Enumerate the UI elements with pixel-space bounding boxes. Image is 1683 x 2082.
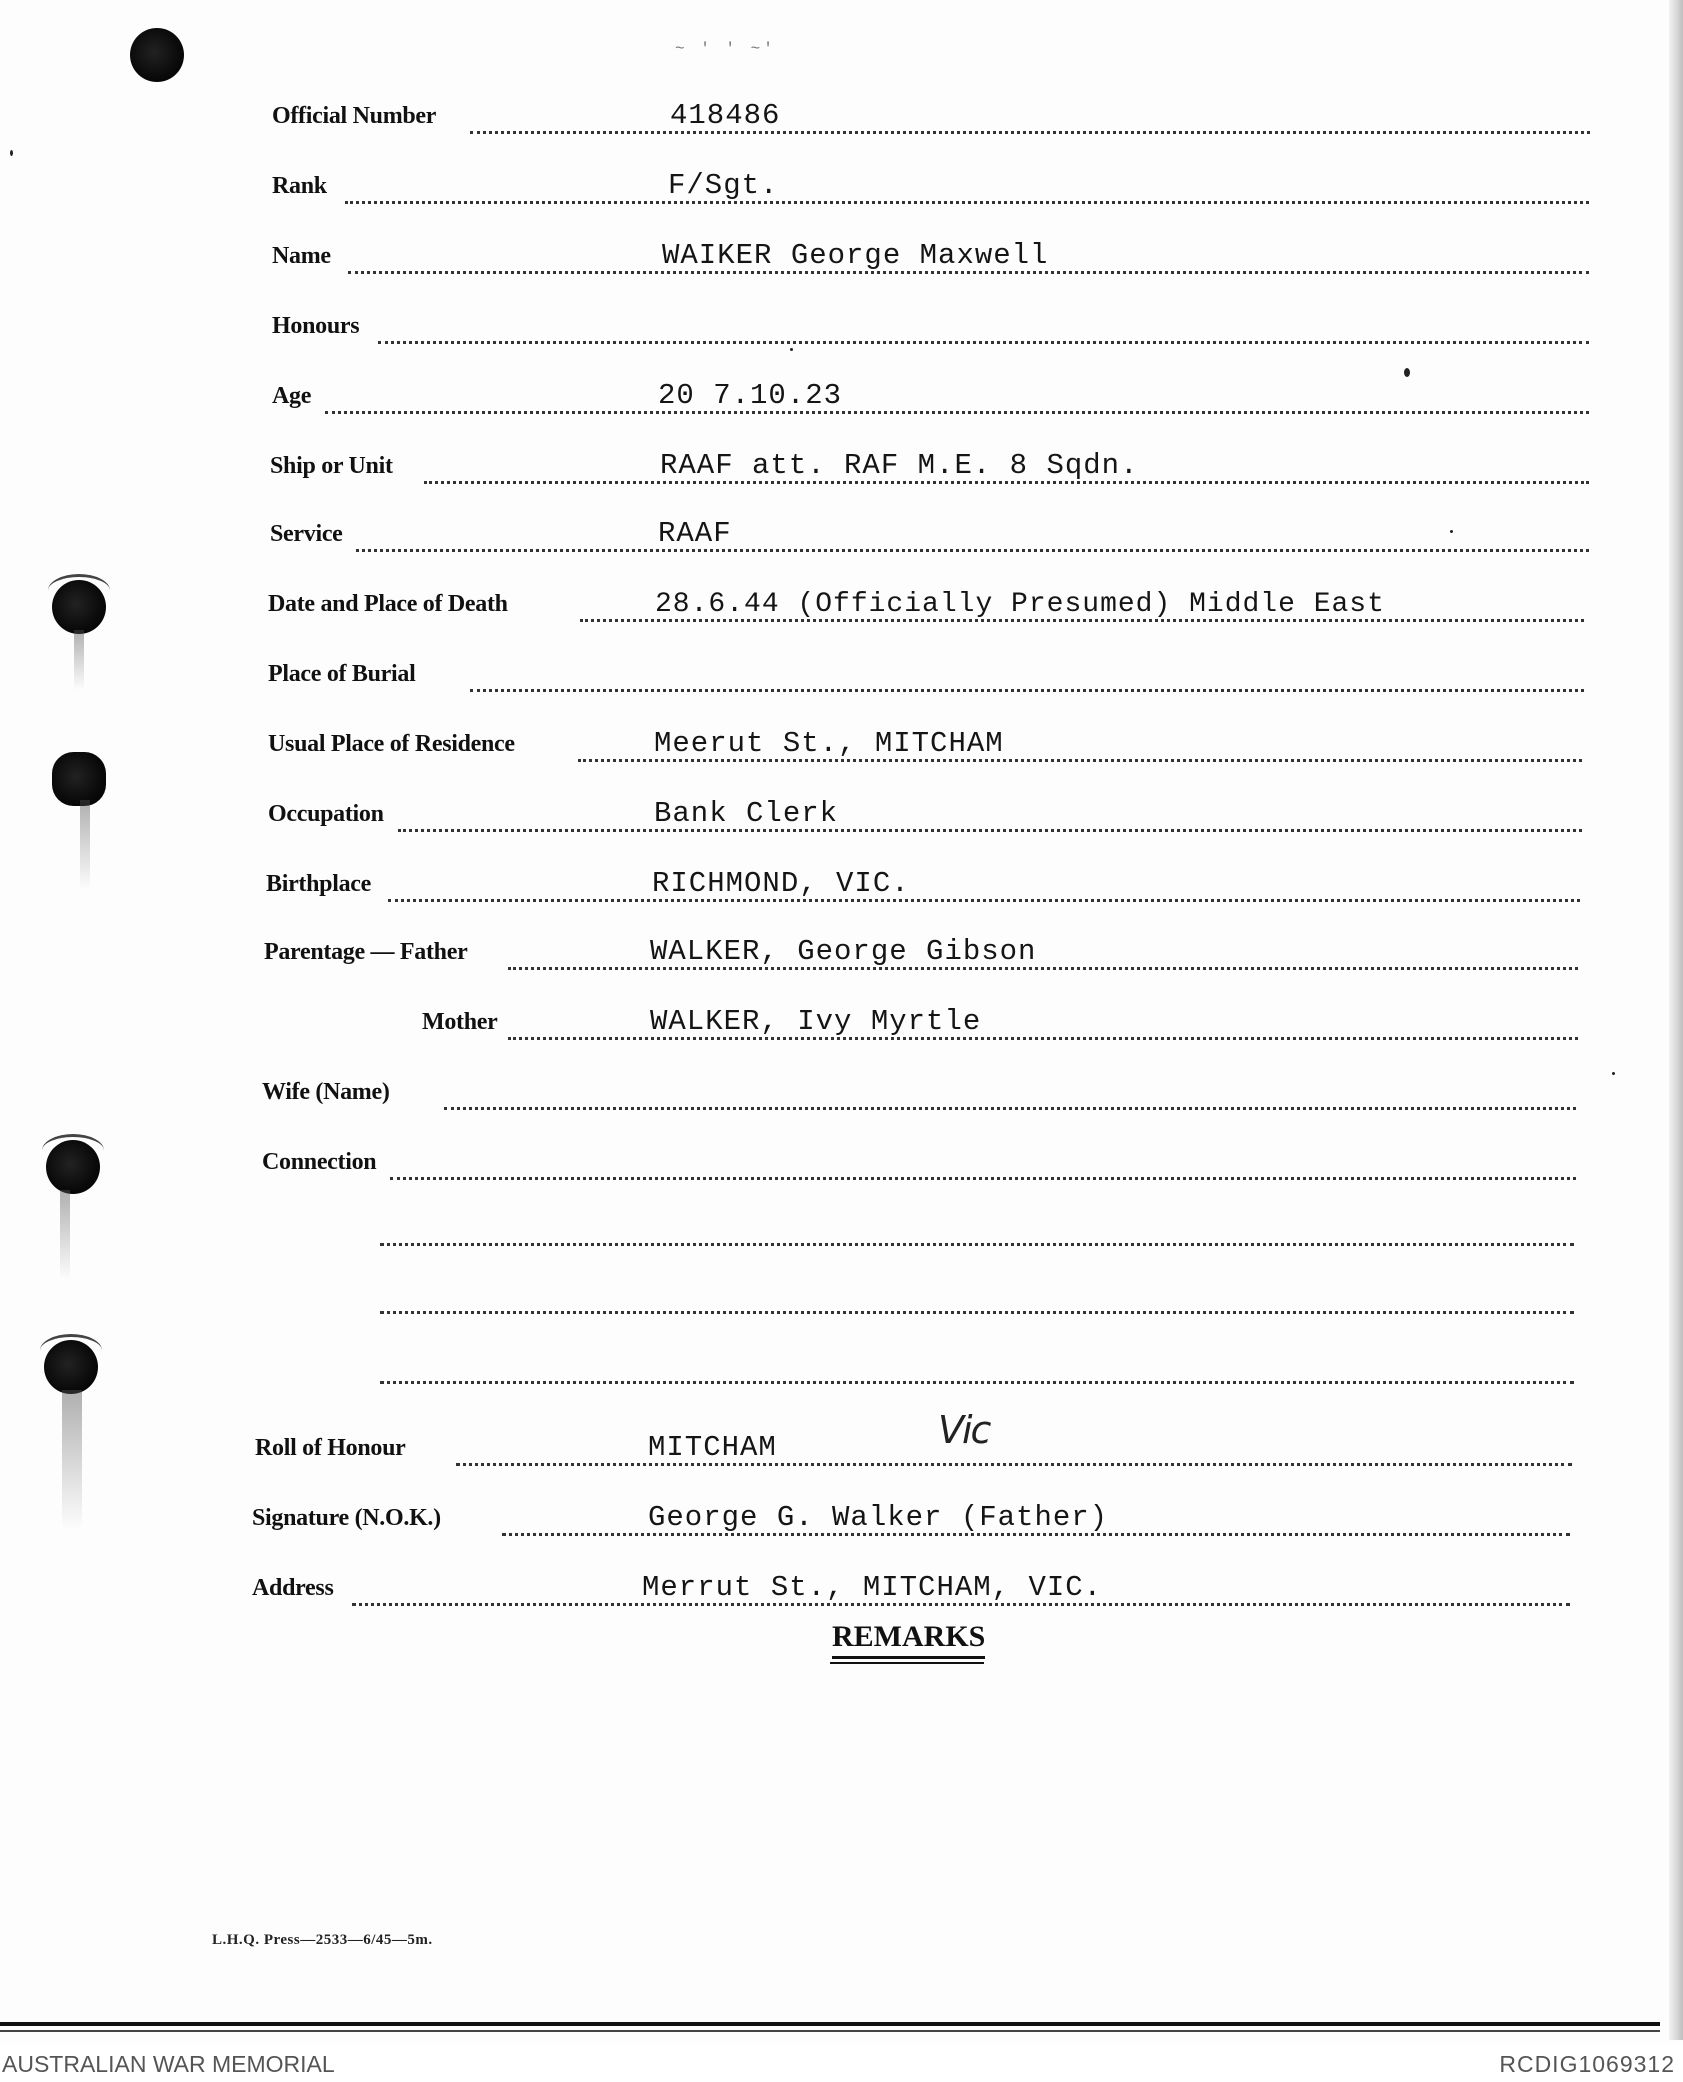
field-value: 28.6.44 (Officially Presumed) Middle East: [655, 589, 1385, 620]
field-dotted-line: [398, 826, 1582, 832]
field-roll-of-honour: [0, 1424, 1600, 1474]
top-smudge-mark: ~ ' ' ~': [675, 40, 776, 58]
field-dotted-line: [444, 1104, 1576, 1110]
field-label: Name: [272, 243, 334, 270]
field-value: RAAF: [658, 517, 732, 550]
field-rank: [0, 162, 1600, 212]
archive-footer: [0, 2045, 1683, 2082]
remarks-underline: [830, 1662, 984, 1664]
field-place-of-burial: [0, 650, 1600, 700]
field-label: Service: [270, 521, 346, 548]
field-label: Signature (N.O.K.): [252, 1505, 444, 1532]
field-dotted-line: [325, 408, 1589, 414]
field-label: Place of Burial: [268, 661, 418, 688]
ink-speck: [10, 150, 13, 156]
field-label: Wife (Name): [262, 1079, 393, 1106]
connection-blank-line: [380, 1308, 1574, 1314]
handwritten-note: Vic: [938, 1408, 990, 1452]
field-label: Rank: [272, 173, 330, 200]
field-value: Meerut St., MITCHAM: [654, 727, 1004, 760]
field-label: Age: [272, 383, 314, 410]
field-label: Birthplace: [266, 871, 374, 898]
field-label: Mother: [422, 1009, 501, 1036]
punch-hole-icon: [130, 28, 184, 82]
connection-blank-line: [380, 1240, 1574, 1246]
field-dotted-line: [470, 686, 1584, 692]
field-age: [0, 372, 1600, 422]
field-value: 418486: [670, 99, 781, 132]
ink-speck: [1450, 530, 1453, 533]
field-signature-nok: [0, 1494, 1600, 1544]
field-value: WAIKER George Maxwell: [662, 239, 1049, 272]
field-official-number: [0, 92, 1600, 142]
field-value: RAAF att. RAF M.E. 8 Sqdn.: [660, 449, 1139, 482]
field-label: Date and Place of Death: [268, 591, 511, 618]
field-value: MITCHAM: [648, 1431, 777, 1464]
field-value: RICHMOND, VIC.: [652, 867, 910, 900]
field-label: Address: [252, 1575, 336, 1602]
footer-record-id: RCDIG1069312: [1499, 2051, 1675, 2077]
field-label: Parentage — Father: [264, 939, 470, 966]
field-value: George G. Walker (Father): [648, 1501, 1109, 1534]
field-ship-or-unit: [0, 442, 1600, 492]
punch-hole-icon: [44, 1340, 98, 1394]
field-value: WALKER, Ivy Myrtle: [650, 1005, 982, 1038]
field-label: Occupation: [268, 801, 387, 828]
connection-blank-line: [380, 1378, 1574, 1384]
field-label: Usual Place of Residence: [268, 731, 518, 758]
field-label: Official Number: [272, 103, 439, 130]
field-label: Roll of Honour: [255, 1435, 408, 1462]
field-value: WALKER, George Gibson: [650, 935, 1037, 968]
field-address: [0, 1564, 1600, 1614]
field-label: Honours: [272, 313, 362, 340]
field-connection: [0, 1138, 1600, 1188]
field-mother: [0, 998, 1600, 1048]
field-label: Connection: [262, 1149, 379, 1176]
field-father: [0, 928, 1600, 978]
ink-speck: [790, 348, 793, 351]
footer-institution: AUSTRALIAN WAR MEMORIAL: [2, 2051, 335, 2077]
punch-streak: [60, 1190, 70, 1280]
bottom-rule: [0, 2022, 1660, 2026]
field-value: 20 7.10.23: [658, 379, 843, 412]
field-dotted-line: [388, 896, 1580, 902]
field-dotted-line: [345, 198, 1589, 204]
field-name: [0, 232, 1600, 282]
page-edge-shadow: [1669, 0, 1683, 2040]
field-dotted-line: [378, 338, 1589, 344]
field-usual-residence: [0, 720, 1600, 770]
field-honours: [0, 302, 1600, 352]
field-date-place-of-death: [0, 580, 1600, 630]
field-dotted-line: [456, 1460, 1572, 1466]
field-value: Merrut St., MITCHAM, VIC.: [642, 1571, 1103, 1604]
field-label: Ship or Unit: [270, 453, 396, 480]
ink-speck: [1404, 368, 1410, 377]
field-occupation: [0, 790, 1600, 840]
field-dotted-line: [356, 546, 1589, 552]
printer-imprint: L.H.Q. Press—2533—6/45—5m.: [212, 1932, 433, 1948]
field-dotted-line: [390, 1174, 1576, 1180]
remarks-heading: REMARKS: [832, 1620, 985, 1659]
field-value: F/Sgt.: [668, 169, 779, 202]
field-service: [0, 510, 1600, 560]
field-wife-name: [0, 1068, 1600, 1118]
field-birthplace: [0, 860, 1600, 910]
field-dotted-line: [470, 128, 1590, 134]
ink-speck: [1612, 1072, 1615, 1075]
bottom-rule: [0, 2030, 1660, 2032]
field-value: Bank Clerk: [654, 797, 839, 830]
